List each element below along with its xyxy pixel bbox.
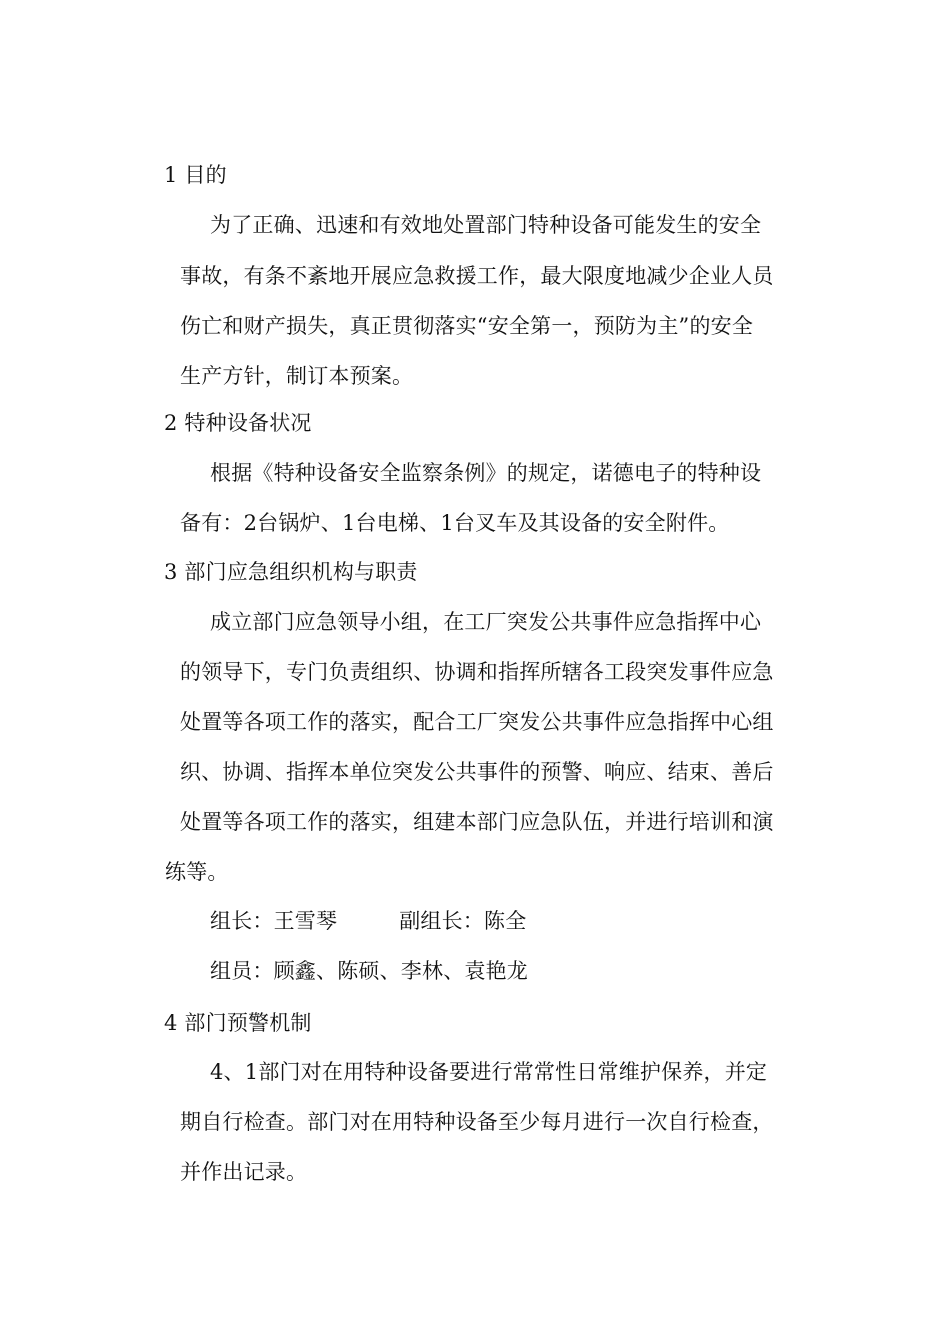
section-4-line-2: 期自行检查。部门对在用特种设备至少每月进行一次自行检查， [180,1110,774,1134]
section-3-line-1: 成立部门应急领导小组，在工厂突发公共事件应急指挥中心 [210,610,762,634]
section-3-line-5: 处置等各项工作的落实，组建本部门应急队伍，并进行培训和演 [180,810,774,834]
team-leader: 组长：王雪琴 [210,909,338,933]
team-deputy-leader: 副组长：陈全 [399,909,527,933]
section-1-heading: 1 目的 [164,163,227,187]
team-roles-row [210,906,526,936]
section-2-line-1: 根据《特种设备安全监察条例》的规定，诺德电子的特种设 [210,461,762,485]
section-1-line-3: 伤亡和财产损失，真正贯彻落实“安全第一，预防为主”的安全 [180,314,754,338]
section-3-heading: 3 部门应急组织机构与职责 [164,560,418,584]
section-4-heading: 4 部门预警机制 [164,1011,312,1035]
section-3-line-3: 处置等各项工作的落实，配合工厂突发公共事件应急指挥中心组 [180,710,774,734]
section-1-line-4: 生产方针，制订本预案。 [180,364,414,388]
section-1-line-1: 为了正确、迅速和有效地处置部门特种设备可能发生的安全 [210,213,762,237]
section-3-line-2: 的领导下，专门负责组织、协调和指挥所辖各工段突发事件应急 [180,660,774,684]
section-2-heading: 2 特种设备状况 [164,411,312,435]
section-2-line-2: 备有：2台锅炉、1台电梯、1台叉车及其设备的安全附件。 [180,511,730,535]
section-3-line-4: 织、协调、指挥本单位突发公共事件的预警、响应、结束、善后 [180,760,774,784]
section-3-line-6: 练等。 [165,860,229,884]
section-4-line-3: 并作出记录。 [180,1160,308,1184]
section-1-line-2: 事故，有条不紊地开展应急救援工作，最大限度地减少企业人员 [180,264,774,288]
team-members: 组员：顾鑫、陈硕、李林、袁艳龙 [210,959,528,983]
section-4-line-1: 4、1部门对在用特种设备要进行常常性日常维护保养，并定 [210,1060,768,1084]
